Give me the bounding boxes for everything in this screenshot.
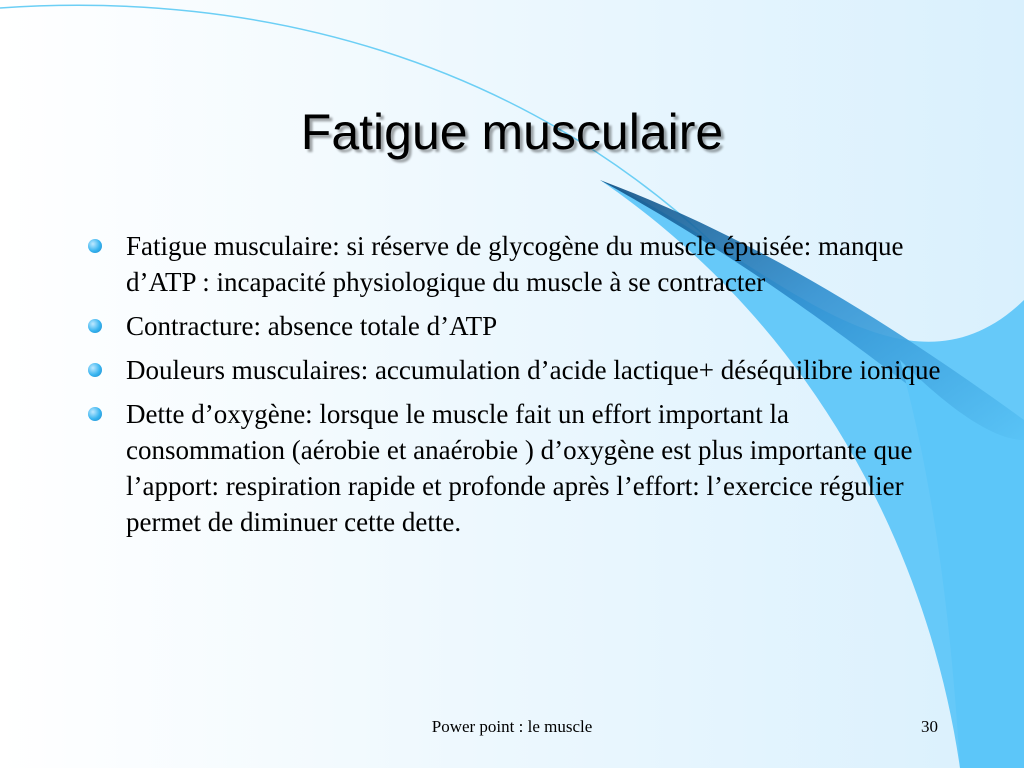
bullet-text: Fatigue musculaire: si réserve de glycogène du muscle épuisée: manque d’ATP : incapacité physiologique du muscle à se contracter <box>126 231 904 297</box>
bullet-list <box>88 228 948 548</box>
bullet-item <box>88 308 948 344</box>
bullet-dot-icon <box>88 239 102 253</box>
slide-footer: Power point : le muscle <box>431 717 593 736</box>
bullet-text: Dette d’oxygène: lorsque le muscle fait un effort important la consommation (aérobie et anaérobie ) d’oxygène est plus importante que l’apport: respiration rapide et profonde après l’effort: l’exercice régulier permet de diminuer cette dette. <box>126 399 913 537</box>
bullet-dot-icon <box>88 319 102 333</box>
slide-number: 30 <box>921 717 938 736</box>
bullet-item <box>88 396 948 540</box>
bullet-dot-icon <box>88 407 102 421</box>
bullet-item <box>88 352 948 388</box>
bullet-text: Douleurs musculaires: accumulation d’acide lactique+ déséquilibre ionique <box>126 355 941 385</box>
bullet-text: Contracture: absence totale d’ATP <box>126 311 498 341</box>
slide-title: Fatigue musculaire <box>300 104 724 160</box>
bullet-dot-icon <box>88 363 102 377</box>
bullet-item <box>88 228 948 300</box>
